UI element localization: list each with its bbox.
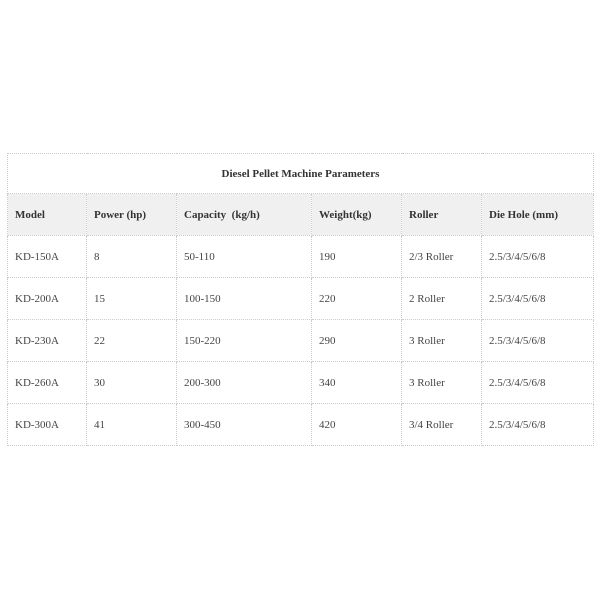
cell-capacity: 200-300 bbox=[177, 362, 312, 404]
cell-model: KD-300A bbox=[8, 404, 87, 446]
cell-die-hole: 2.5/3/4/5/6/8 bbox=[482, 278, 594, 320]
table-title-row bbox=[8, 154, 594, 194]
column-header-capacity: Capacity (kg/h) bbox=[177, 194, 312, 236]
cell-die-hole: 2.5/3/4/5/6/8 bbox=[482, 236, 594, 278]
parameters-table bbox=[7, 153, 594, 446]
cell-model: KD-150A bbox=[8, 236, 87, 278]
cell-die-hole: 2.5/3/4/5/6/8 bbox=[482, 320, 594, 362]
column-header-roller: Roller bbox=[402, 194, 482, 236]
cell-power: 41 bbox=[87, 404, 177, 446]
cell-weight: 420 bbox=[312, 404, 402, 446]
cell-power: 22 bbox=[87, 320, 177, 362]
cell-model: KD-200A bbox=[8, 278, 87, 320]
column-header-weight: Weight(kg) bbox=[312, 194, 402, 236]
table-row bbox=[8, 278, 594, 320]
table-header-row bbox=[8, 194, 594, 236]
table-row bbox=[8, 320, 594, 362]
cell-power: 8 bbox=[87, 236, 177, 278]
cell-model: KD-230A bbox=[8, 320, 87, 362]
cell-weight: 290 bbox=[312, 320, 402, 362]
cell-roller: 2/3 Roller bbox=[402, 236, 482, 278]
cell-capacity: 300-450 bbox=[177, 404, 312, 446]
cell-die-hole: 2.5/3/4/5/6/8 bbox=[482, 404, 594, 446]
table-row bbox=[8, 236, 594, 278]
column-header-die-hole: Die Hole (mm) bbox=[482, 194, 594, 236]
cell-capacity: 50-110 bbox=[177, 236, 312, 278]
table-title: Diesel Pellet Machine Parameters bbox=[8, 154, 594, 194]
table-row bbox=[8, 404, 594, 446]
cell-model: KD-260A bbox=[8, 362, 87, 404]
cell-power: 15 bbox=[87, 278, 177, 320]
cell-roller: 3 Roller bbox=[402, 362, 482, 404]
cell-capacity: 100-150 bbox=[177, 278, 312, 320]
cell-roller: 3 Roller bbox=[402, 320, 482, 362]
cell-roller: 3/4 Roller bbox=[402, 404, 482, 446]
cell-capacity: 150-220 bbox=[177, 320, 312, 362]
table-row bbox=[8, 362, 594, 404]
cell-weight: 340 bbox=[312, 362, 402, 404]
cell-die-hole: 2.5/3/4/5/6/8 bbox=[482, 362, 594, 404]
cell-roller: 2 Roller bbox=[402, 278, 482, 320]
column-header-power: Power (hp) bbox=[87, 194, 177, 236]
cell-weight: 190 bbox=[312, 236, 402, 278]
cell-weight: 220 bbox=[312, 278, 402, 320]
column-header-model: Model bbox=[8, 194, 87, 236]
cell-power: 30 bbox=[87, 362, 177, 404]
